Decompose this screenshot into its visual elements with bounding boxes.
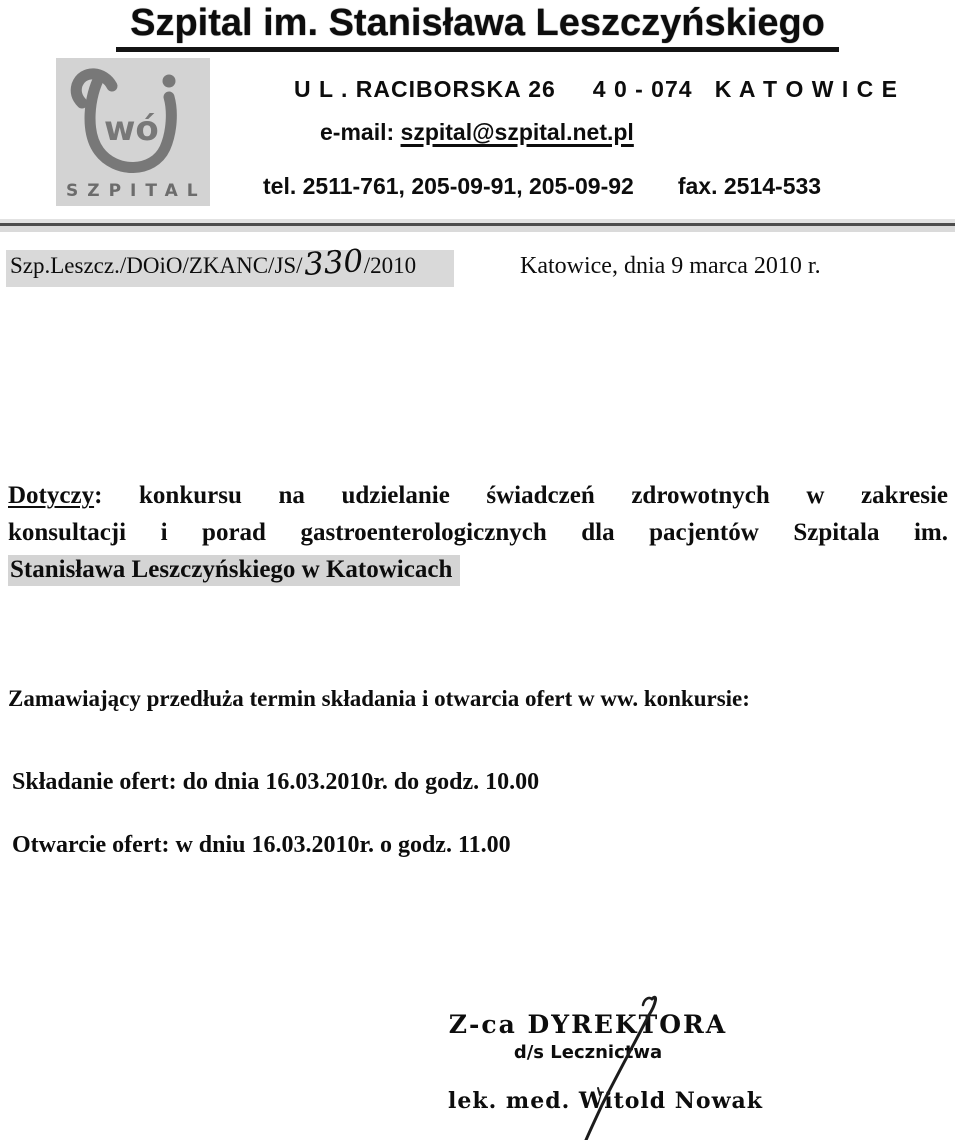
announcement-line: Zamawiający przedłuża termin składania i otwarcia ofert w ww. konkursie: [8,686,750,711]
phone-numbers: tel. 2511-761, 205-09-91, 205-09-92 [263,173,634,199]
subject-label: Dotyczy [8,482,95,509]
subject-line-3-highlight: Stanisława Leszczyńskiego w Katowicach [8,555,460,586]
fax-number: fax. 2514-533 [677,173,822,199]
subject-paragraph [8,477,948,588]
submission-deadline-line: Składanie ofert: do dnia 16.03.2010r. do godz. 10.00 [12,769,540,795]
letterhead-divider [0,219,955,232]
signature-name: lek. med. Witold Nowak [448,1088,764,1114]
subject-line-2: konsultacji i porad gastroenterologicznych dla pacjentów Szpitala im. [8,519,948,546]
email-address: szpital@szpital.net.pl [400,119,634,145]
address-line: U L . RACIBORSKA 26 4 0 - 074 K A T O W I C E [294,76,898,102]
subject-line-1-text: konkursu na udzielanie świadczeń zdrowotnych w zakresie [139,482,949,509]
subject-line-3 [8,551,948,588]
signature-stroke [552,992,674,1140]
signature-role-subtitle: d/s Lecznictwa [513,1042,663,1063]
phone-fax-line [263,173,821,200]
logo-caption: SZPITAL [66,181,207,201]
logo-script-text: wó [104,109,159,149]
letterhead-title-row [0,2,955,52]
hospital-logo [56,58,210,206]
signature-role-title: Z-ca DYREKTORA [448,1010,728,1039]
reference-number [6,242,454,287]
place-date: Katowice, dnia 9 marca 2010 r. [520,253,821,279]
reference-prefix: Szp.Leszcz./DOiO/ZKANC/JS/ [10,253,303,278]
handwritten-number: 330 [302,242,364,284]
email-label: e-mail: [320,119,401,145]
subject-line-1 [8,477,948,514]
hospital-name-title: Szpital im. Stanisława Leszczyńskiego [116,2,839,52]
subject-colon: : [94,482,140,509]
email-line [320,119,634,146]
reference-suffix: /2010 [363,253,417,278]
opening-deadline-line: Otwarcie ofert: w dniu 16.03.2010r. o godz. 11.00 [12,832,511,858]
logo-j-dot [163,75,176,88]
smile-logo-icon [56,60,210,178]
